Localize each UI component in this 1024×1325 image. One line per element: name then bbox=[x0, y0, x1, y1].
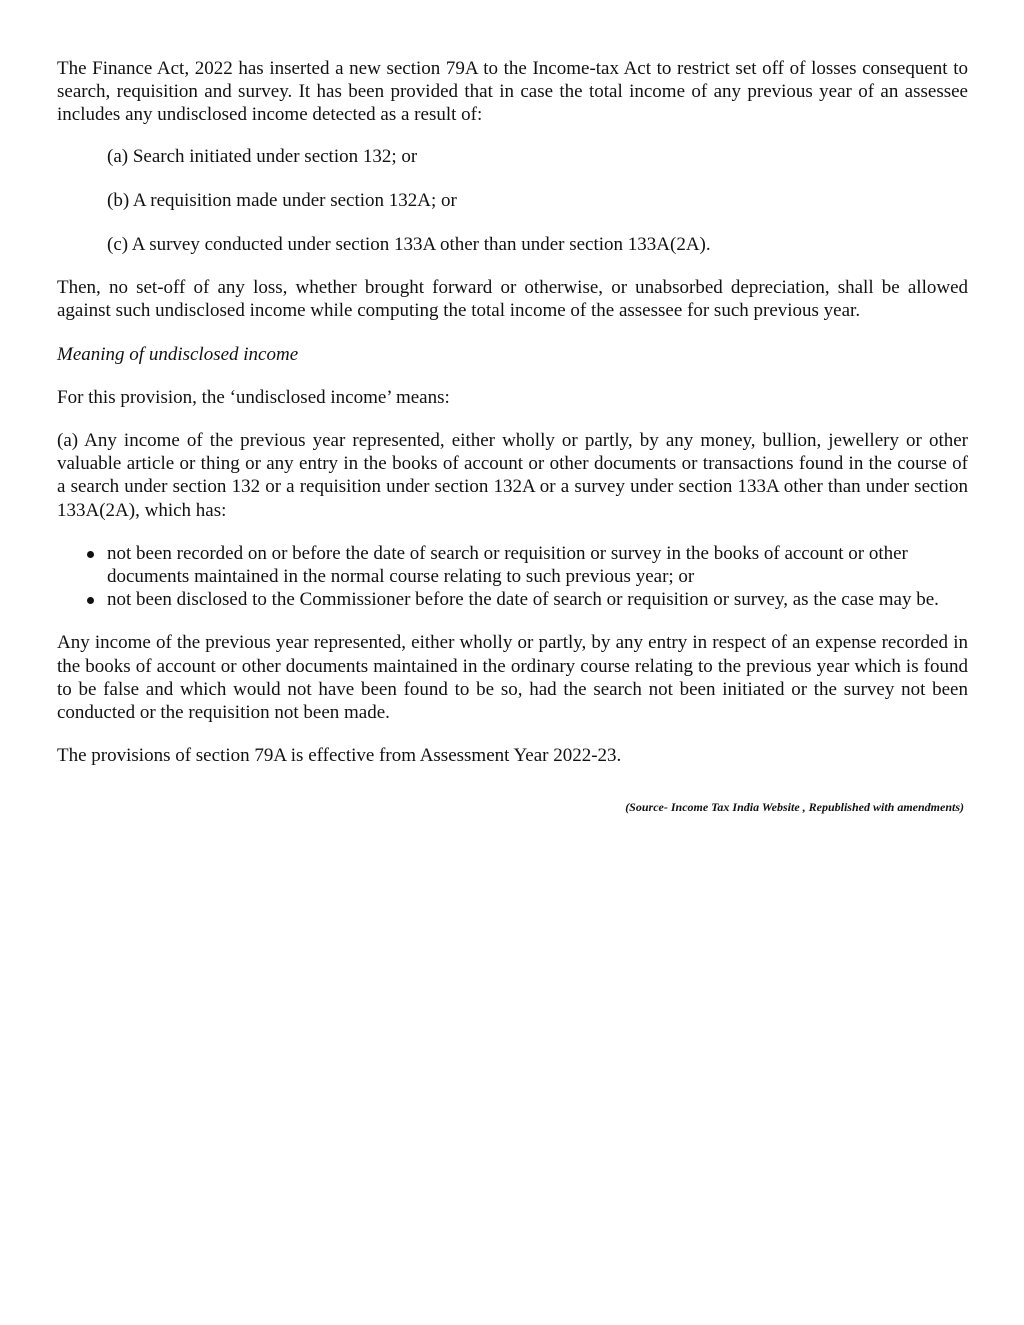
list-item bbox=[57, 588, 968, 611]
bullet-text: not been recorded on or before the date of search or requisition or survey in the books of account or other documents maintained in the normal course relating to such previous year; or bbox=[107, 542, 908, 588]
effective-paragraph: The provisions of section 79A is effective from Assessment Year 2022-23. bbox=[57, 745, 622, 767]
condition-b: (b) A requisition made under section 132A; or bbox=[107, 189, 457, 211]
bullet-list bbox=[57, 542, 968, 612]
then-paragraph: Then, no set-off of any loss, whether brought forward or otherwise, or unabsorbed depreciation, shall be allowed against such undisclosed income while computing the total income of the assessee for such previous year. bbox=[57, 277, 968, 322]
intro-paragraph: The Finance Act, 2022 has inserted a new section 79A to the Income-tax Act to restrict set off of losses consequent to search, requisition and survey. It has been provided that in case the total income of any previous year of an assessee includes any undisclosed income detected as a result of: bbox=[57, 58, 968, 126]
condition-a: (a) Search initiated under section 132; or bbox=[107, 145, 418, 167]
condition-c: (c) A survey conducted under section 133A other than under section 133A(2A). bbox=[107, 234, 711, 256]
for-paragraph: For this provision, the ‘undisclosed income’ means: bbox=[57, 386, 450, 408]
bullet-icon bbox=[87, 597, 94, 604]
list-item bbox=[57, 542, 968, 588]
bullet-text: not been disclosed to the Commissioner before the date of search or requisition or survey, as the case may be. bbox=[107, 589, 939, 611]
expense-paragraph: Any income of the previous year represented, either wholly or partly, by any entry in respect of an expense recorded in the books of account or other documents maintained in the ordinary course relating to the previous year which is found to be false and which would not have been found to be so, had the search not been initiated or the survey not been conducted or the requisition not been made. bbox=[57, 632, 968, 724]
bullet-icon bbox=[87, 551, 94, 558]
meaning-heading: Meaning of undisclosed income bbox=[57, 343, 299, 365]
definition-a: (a) Any income of the previous year represented, either wholly or partly, by any money, bullion, jewellery or other valuable article or thing or any entry in the books of account or other documents or transactions found in the course of a search under section 132 or a requisition under section 132A or a survey under section 133A other than under section 133A(2A), which has: bbox=[57, 430, 968, 521]
document-body bbox=[57, 57, 968, 815]
source-note: (Source- Income Tax India Website , Republished with amendments) bbox=[625, 800, 964, 815]
